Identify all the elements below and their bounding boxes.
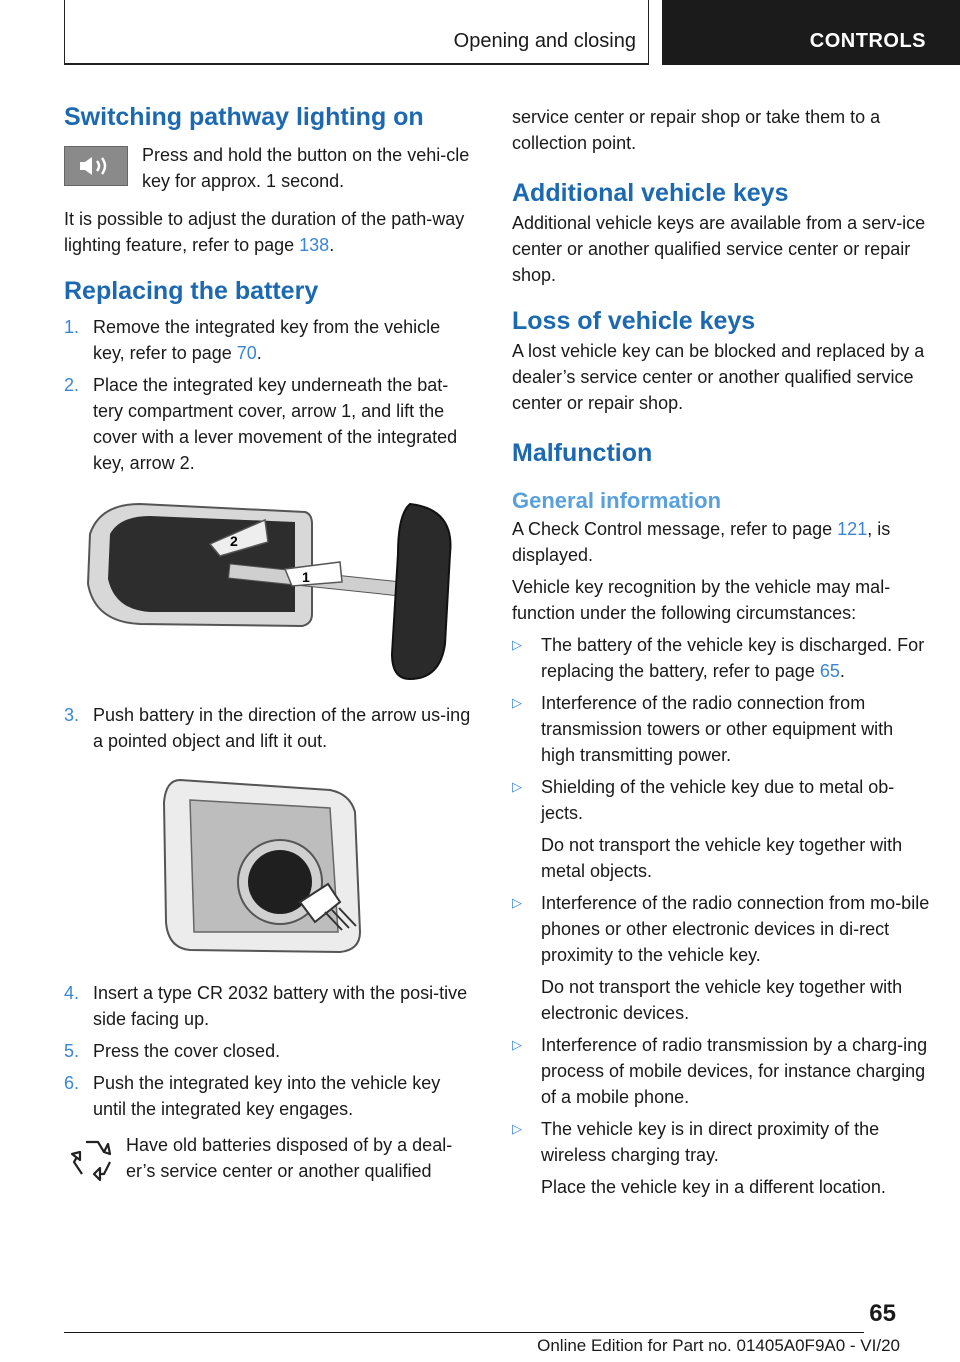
- step-3: [64, 702, 476, 754]
- list-item-note: Do not transport the vehicle key together with metal objects.: [541, 835, 903, 881]
- battery-steps: [64, 314, 476, 476]
- list-item-text: Interference of radio transmission by a charg-ing process of mobile devices, for instance charging of a mobile phone.: [541, 1035, 928, 1107]
- battery-steps-cont: [64, 702, 476, 754]
- battery-compartment-illustration: [150, 772, 390, 962]
- triangle-bullet-icon: ▷: [512, 779, 522, 794]
- key-fob-open-illustration: [80, 494, 460, 684]
- heading-additional-keys: Additional vehicle keys: [512, 179, 789, 207]
- subheading-general-information: General information: [512, 488, 722, 513]
- step-number: 1.: [64, 317, 80, 337]
- step-text: Insert a type CR 2032 battery with the posi-tive side facing up.: [93, 983, 468, 1029]
- left-column: [64, 100, 476, 1193]
- recycling-text-continued: service center or repair shop or take them to a collection point.: [512, 107, 881, 153]
- speaker-icon: [64, 146, 128, 186]
- step-number: 6.: [64, 1073, 80, 1093]
- list-item-text: Interference of the radio connection from transmission towers or other equipment with high transmitting power.: [541, 693, 894, 765]
- arrow-label-1: 1: [302, 569, 310, 585]
- recycling-note: [64, 1132, 476, 1193]
- list-item-note: Do not transport the vehicle key together with electronic devices.: [541, 977, 903, 1023]
- step-text: Push battery in the direction of the arrow us-ing a pointed object and lift it out.: [93, 705, 471, 751]
- check-control-text: A Check Control message, refer to page: [512, 519, 838, 539]
- figure-battery-removal: [64, 772, 476, 962]
- header-rule-left: [64, 0, 65, 64]
- page-link-121[interactable]: 121: [837, 519, 868, 539]
- step-text: [93, 314, 476, 366]
- list-item-text: Shielding of the vehicle key due to metal ob-jects.: [541, 777, 895, 823]
- triangle-bullet-icon: ▷: [512, 637, 522, 652]
- header-rule-right: [648, 0, 649, 64]
- step-text: Place the integrated key underneath the bat-tery compartment cover, arrow 1, and lift the cover with a lever movement of the integrated key, arrow 2.: [93, 375, 458, 473]
- header-underline: [64, 63, 649, 65]
- check-control-end: , is displayed.: [512, 519, 891, 565]
- list-item: [512, 690, 932, 768]
- step-text: Press the cover closed.: [93, 1041, 281, 1061]
- pathway-lighting-instruction: [64, 142, 476, 194]
- list-item-text: Interference of the radio connection from mo-bile phones or other electronic devices in di-rect proximity to the vehicle key.: [541, 893, 930, 965]
- header-section-title: Opening and closing: [453, 30, 636, 52]
- heading-malfunction: Malfunction: [512, 439, 653, 467]
- battery-discharged-text: The battery of the vehicle key is discharged. For replacing the battery, refer to page: [541, 635, 925, 681]
- arrow-label-2: 2: [230, 533, 238, 549]
- pathway-lighting-text: Press and hold the button on the vehi-cle key for approx. 1 second.: [142, 145, 470, 191]
- list-item: [512, 1032, 932, 1110]
- page-link-138[interactable]: 138: [299, 235, 330, 255]
- step-4: [64, 980, 476, 1032]
- step-number: 3.: [64, 705, 80, 725]
- step-6: [64, 1070, 476, 1122]
- step-1-end: .: [256, 343, 262, 363]
- step-number: 5.: [64, 1041, 80, 1061]
- heading-switching-pathway-lighting: Switching pathway lighting on: [64, 103, 424, 131]
- triangle-bullet-icon: ▷: [512, 1121, 522, 1136]
- right-column: [512, 100, 932, 1200]
- list-item-note: Place the vehicle key in a different location.: [541, 1177, 886, 1197]
- loss-of-keys-text: A lost vehicle key can be blocked and replaced by a dealer’s service center or another qualified service center or repair shop.: [512, 341, 925, 413]
- battery-steps-final: [64, 980, 476, 1122]
- page-link-70[interactable]: 70: [236, 343, 257, 363]
- chapter-label: CONTROLS: [809, 30, 926, 52]
- step-2: [64, 372, 476, 476]
- step-text: Push the integrated key into the vehicle key until the integrated key engages.: [93, 1073, 441, 1119]
- triangle-bullet-icon: ▷: [512, 695, 522, 710]
- list-item: [512, 774, 932, 826]
- heading-loss-of-keys: Loss of vehicle keys: [512, 307, 756, 335]
- pathway-duration-end: .: [329, 235, 335, 255]
- pathway-duration-text: It is possible to adjust the duration of the path-way lighting feature, refer to page: [64, 209, 465, 255]
- list-item-text: The vehicle key is in direct proximity of the wireless charging tray.: [541, 1119, 880, 1165]
- heading-replacing-battery: Replacing the battery: [64, 277, 319, 305]
- recycle-icon: [64, 1132, 126, 1193]
- page-number: 65: [869, 1300, 896, 1327]
- triangle-bullet-icon: ▷: [512, 895, 522, 910]
- list-item: [512, 632, 932, 684]
- list-item-text: [541, 632, 932, 684]
- malfunction-intro: Vehicle key recognition by the vehicle may mal-function under the following circumstances:: [512, 577, 891, 623]
- step-number: 2.: [64, 375, 80, 395]
- step-1-text: Remove the integrated key from the vehicle key, refer to page: [93, 317, 441, 363]
- additional-keys-text: Additional vehicle keys are available from a serv-ice center or another qualified service center or repair shop.: [512, 213, 926, 285]
- recycling-text: Have old batteries disposed of by a deal-er’s service center or another qualified: [126, 1135, 453, 1181]
- battery-discharged-end: .: [839, 661, 845, 681]
- step-number: 4.: [64, 983, 80, 1003]
- figure-key-battery-cover: [64, 494, 476, 684]
- check-control-paragraph: [512, 516, 932, 568]
- footer-rule: [64, 1332, 864, 1333]
- triangle-bullet-icon: ▷: [512, 1037, 522, 1052]
- step-1: [64, 314, 476, 366]
- list-item: [512, 1116, 932, 1168]
- page-link-65[interactable]: 65: [819, 661, 840, 681]
- step-5: [64, 1038, 476, 1064]
- chapter-tab: [662, 0, 960, 65]
- malfunction-list: [512, 632, 932, 1200]
- list-item: [512, 890, 932, 968]
- pathway-duration-paragraph: [64, 206, 476, 258]
- footer-edition: Online Edition for Part no. 01405A0F9A0 - VI/20: [537, 1336, 900, 1355]
